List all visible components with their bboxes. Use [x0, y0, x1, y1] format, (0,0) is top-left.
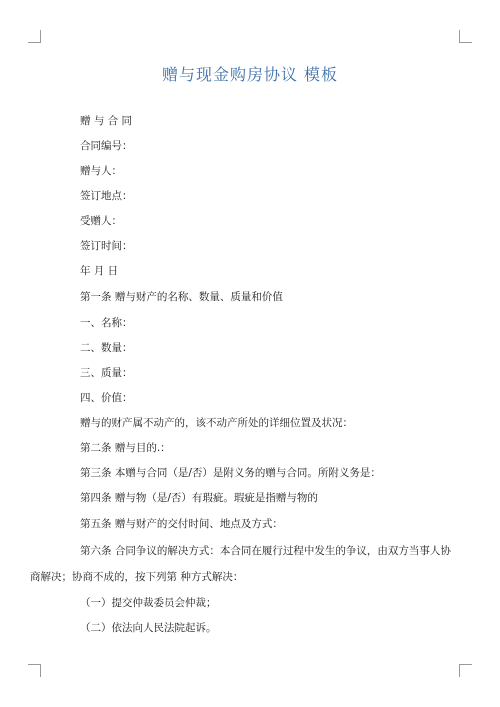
crop-mark-bottom-left — [28, 664, 41, 677]
signing-place-line: 签订地点： — [80, 190, 133, 202]
article-2-line: 第二条 赠与目的.： — [80, 442, 171, 454]
article-6-line: 第六条 合同争议的解决方式：本合同在履行过程中发生的争议，由双方当事人协 — [80, 545, 451, 557]
real-estate-line: 赠与的财产属不动产的，该不动产所处的详细位置及状况： — [80, 417, 353, 429]
article-5-line: 第五条 赠与财产的交付时间、地点及方式： — [80, 518, 283, 530]
article-6-continued-line: 商解决；协商不成的，按下列第 种方式解决： — [30, 571, 244, 583]
crop-mark-bottom-right — [459, 664, 472, 677]
crop-mark-top-right — [459, 30, 472, 43]
crop-mark-top-left — [28, 30, 41, 43]
option-2-line: （二）依法向人民法院起诉。 — [80, 622, 217, 634]
article-1-line: 第一条 赠与财产的名称、数量、质量和价值 — [80, 291, 283, 303]
contract-number-line: 合同编号： — [80, 140, 133, 152]
donor-line: 赠与人： — [80, 165, 122, 177]
date-line: 年 月 日 — [80, 265, 119, 277]
article-3-line: 第三条 本赠与合同（是/否）是附义务的赠与合同。所附义务是： — [80, 467, 381, 479]
quantity-line: 二、数量： — [80, 342, 133, 354]
donee-line: 受赠人： — [80, 215, 122, 227]
document-title: 赠与现金购房协议 模板 — [161, 65, 339, 84]
quality-line: 三、质量： — [80, 367, 133, 379]
option-1-line: （一）提交仲裁委员会仲裁； — [80, 597, 217, 609]
value-line: 四、价值： — [80, 392, 133, 404]
signing-time-line: 签订时间： — [80, 240, 133, 252]
article-4-line: 第四条 赠与物（是/否）有瑕疵。瑕疵是指赠与物的 — [80, 492, 318, 504]
contract-heading: 赠 与 合 同 — [80, 115, 133, 127]
name-line: 一、名称： — [80, 317, 133, 329]
